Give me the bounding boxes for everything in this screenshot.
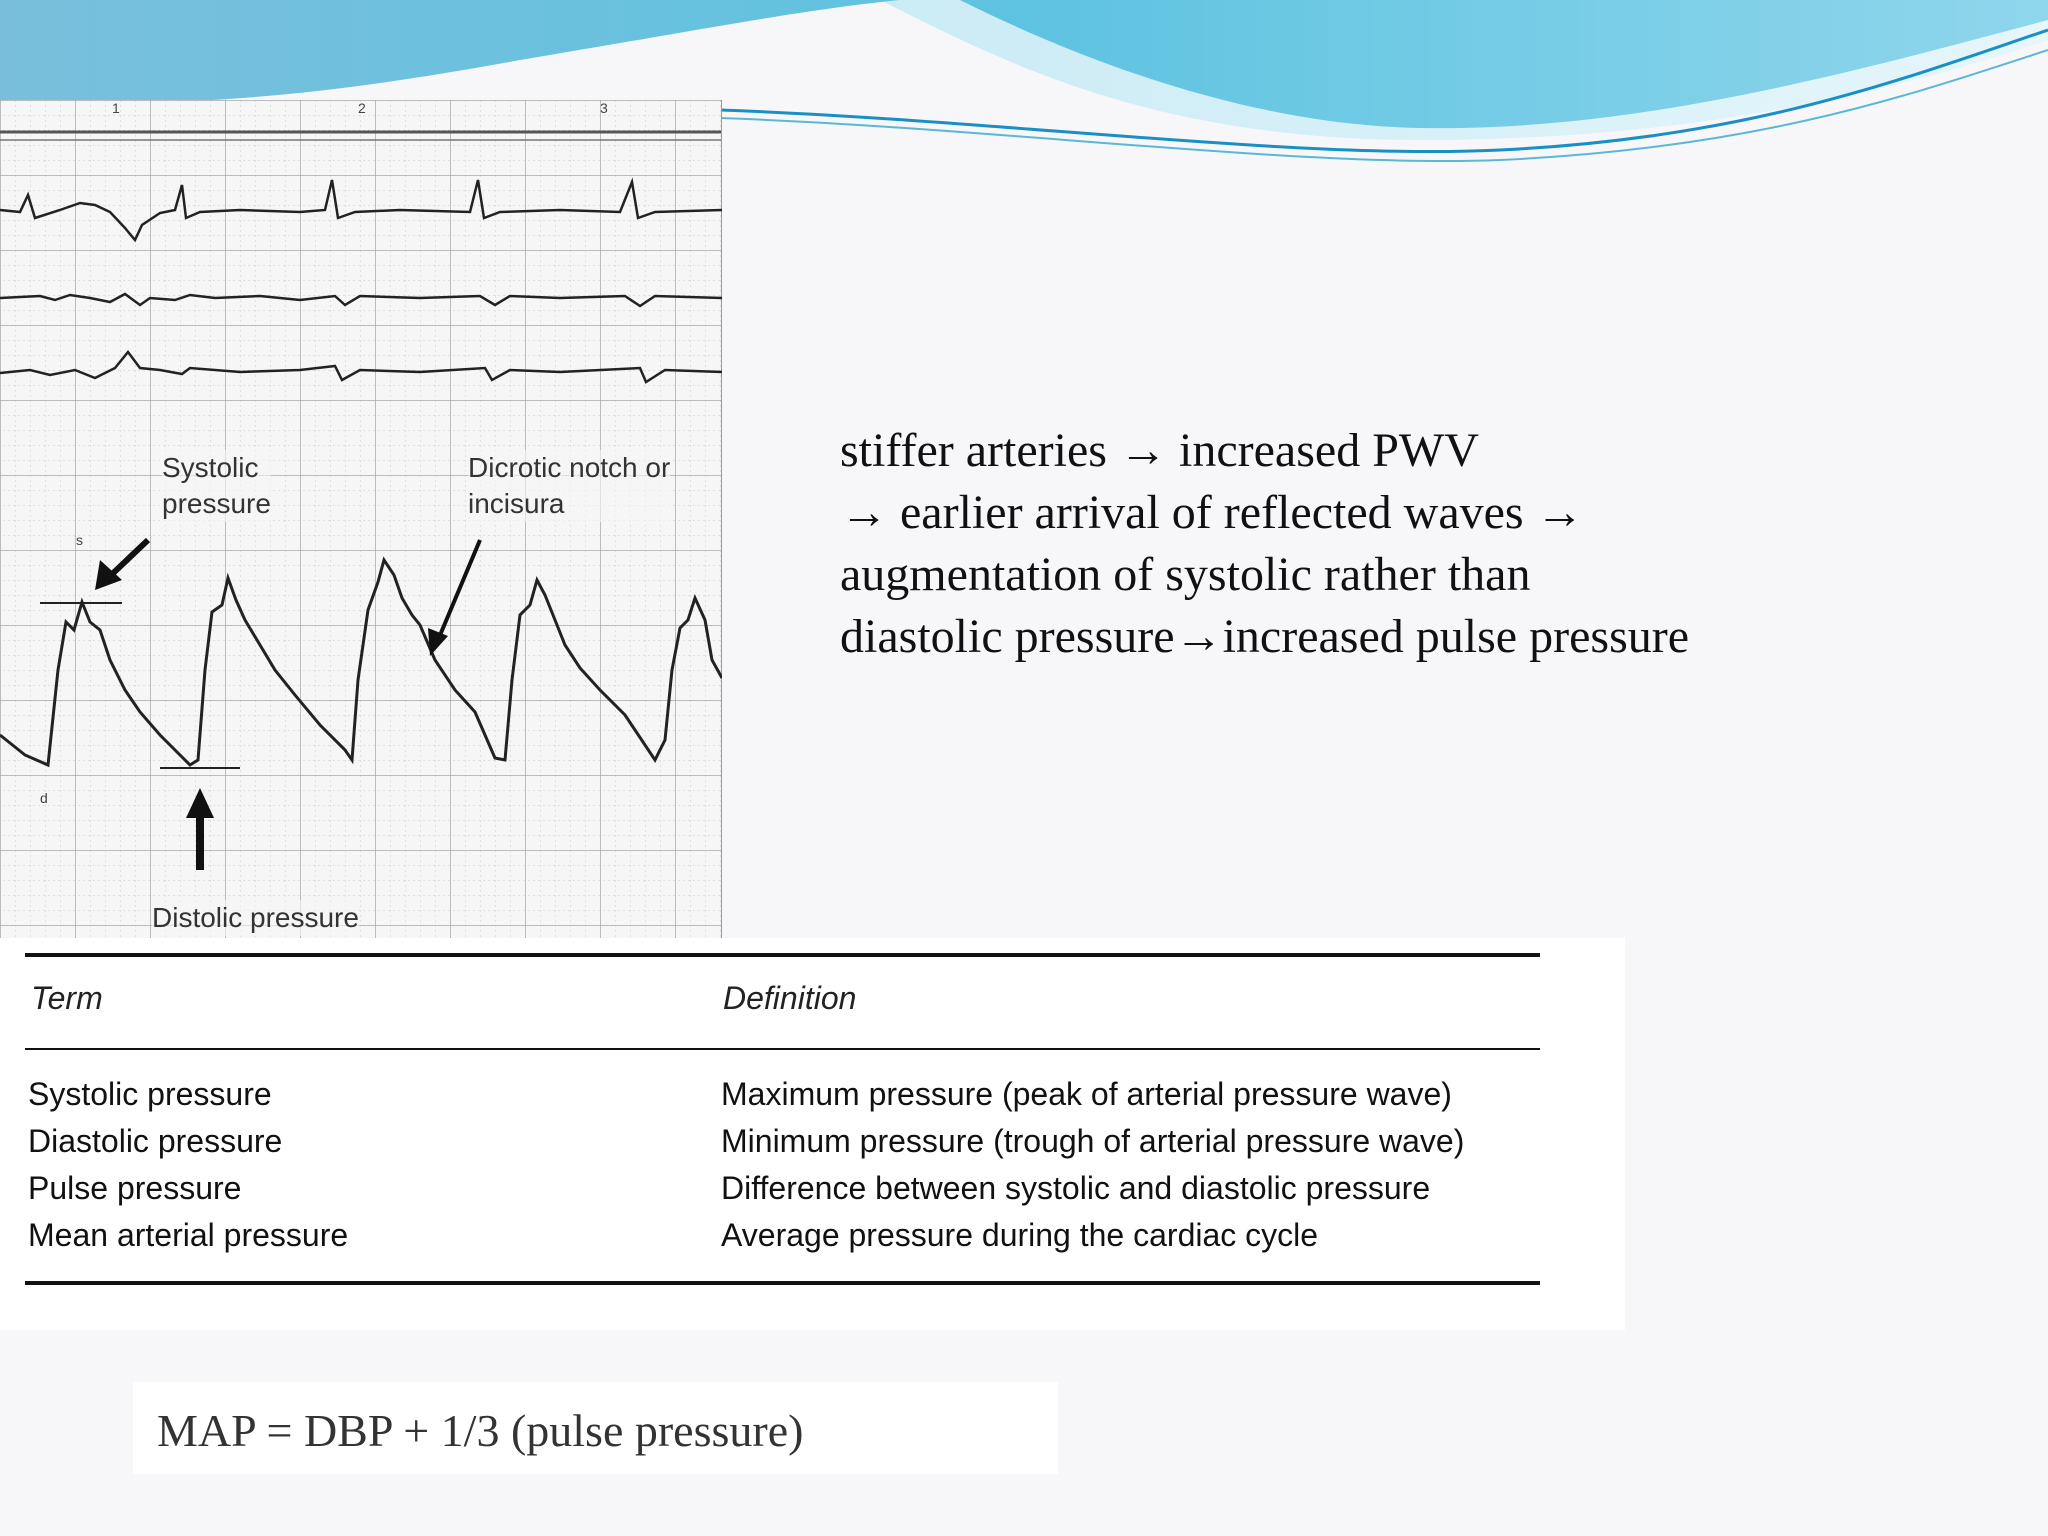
peak-marker-label: s <box>76 532 83 548</box>
definition-column-header: Definition <box>723 980 857 1016</box>
table-bottom-rule <box>25 1281 1540 1285</box>
table-header-rule <box>25 1048 1540 1050</box>
dicrotic-notch-label: Dicrotic notch or incisura <box>468 450 670 522</box>
table-definition-cell: Minimum pressure (trough of arterial pressure wave) <box>721 1123 1465 1159</box>
table-definition-cell: Average pressure during the cardiac cycle <box>721 1217 1319 1253</box>
tick-label-1: 1 <box>112 100 120 116</box>
map-formula: MAP = DBP + 1/3 (pulse pressure) <box>157 1405 804 1456</box>
notes-line-4: diastolic pressure→increased pulse pressure <box>840 610 1690 663</box>
notes-line-2: → earlier arrival of reflected waves → <box>840 486 1584 539</box>
table-term-cell: Mean arterial pressure <box>28 1217 349 1253</box>
trough-marker-label: d <box>40 790 48 806</box>
systolic-pressure-label: Systolic pressure <box>162 450 271 522</box>
tick-label-2: 2 <box>358 100 366 116</box>
table-term-cell: Diastolic pressure <box>28 1123 283 1159</box>
table-term-cell: Systolic pressure <box>28 1076 272 1112</box>
term-column-header: Term <box>31 980 103 1016</box>
definitions-table-panel <box>0 938 1625 1330</box>
table-definition-cell: Difference between systolic and diastolic pressure <box>721 1170 1431 1206</box>
arterial-pressure-figure <box>0 100 722 938</box>
table-row <box>25 1076 1540 1123</box>
table-top-rule <box>25 953 1540 957</box>
notes-line-3: augmentation of systolic rather than <box>840 548 1531 601</box>
tick-label-3: 3 <box>600 100 608 116</box>
table-term-cell: Pulse pressure <box>28 1170 242 1206</box>
table-row <box>25 1170 1540 1217</box>
table-definition-cell: Maximum pressure (peak of arterial pressure wave) <box>721 1076 1452 1112</box>
table-row <box>25 1123 1540 1170</box>
table-row <box>25 1217 1540 1264</box>
map-formula-box <box>133 1382 1058 1474</box>
pwv-explanation <box>840 420 1990 668</box>
diastolic-pressure-label: Distolic pressure <box>152 900 359 936</box>
notes-line-1: stiffer arteries → increased PWV <box>840 424 1479 477</box>
